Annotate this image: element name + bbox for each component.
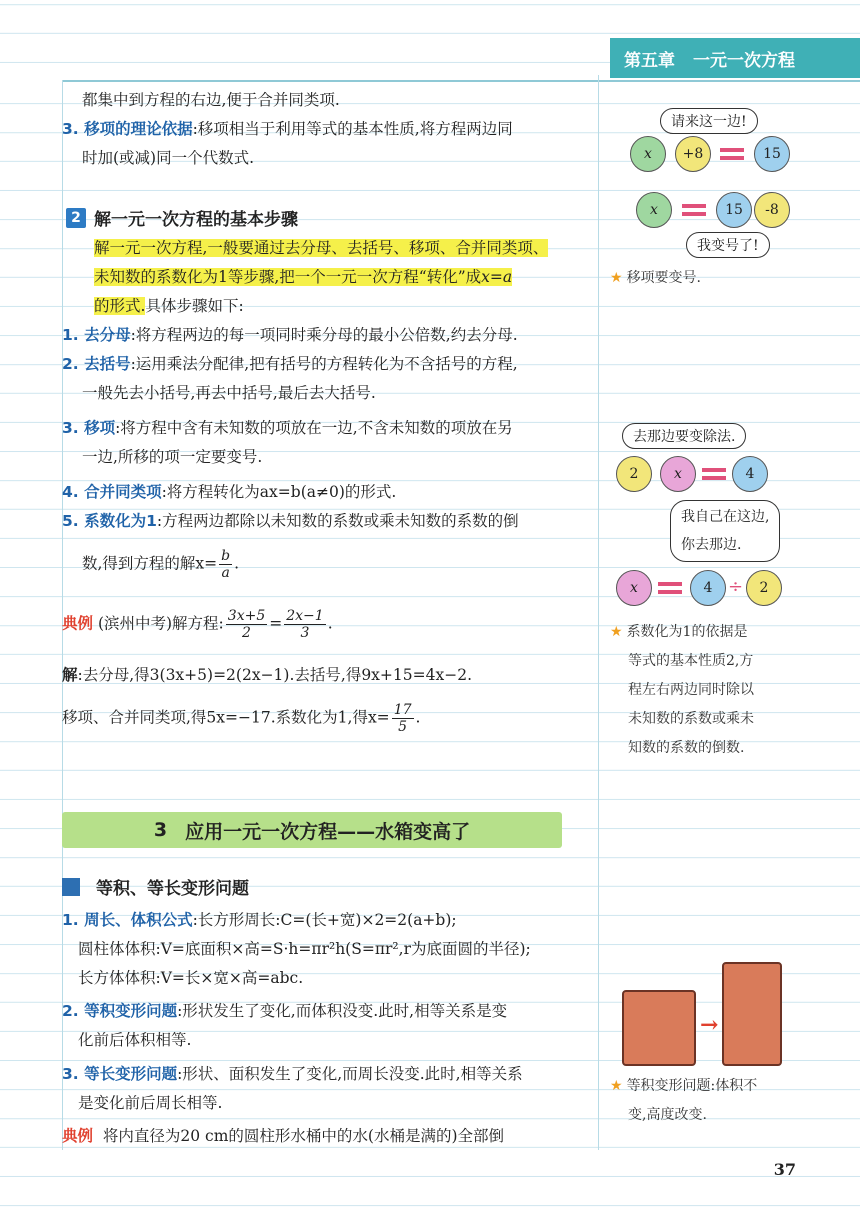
ball-4: 4 (732, 456, 768, 492)
note-3: ★ 等积变形问题:体积不 变,高度改变. (610, 1078, 758, 1123)
ball-x-3: x (660, 456, 696, 492)
highlight-line-2: 未知数的系数化为1等步骤,把一个一元一次方程“转化”成x=a (94, 268, 513, 286)
step-2-cont: 一般先去小括号,再去中括号,最后去大括号. (82, 384, 376, 402)
ball-x-2: x (636, 192, 672, 228)
subsection-item-1c: 长方体体积:V=长×宽×高=abc. (78, 969, 304, 987)
tall-bucket-image (722, 962, 782, 1066)
short-bucket-image (622, 990, 696, 1066)
section-2-heading (66, 205, 298, 230)
arrow-right-icon: → (700, 1012, 719, 1038)
solution-line-2: 移项、合并同类项,得5x=−17.系数化为1,得x= $\frac{17}{5}$ . (62, 702, 421, 735)
subsection-heading: 等积、等长变形问题 (62, 874, 249, 899)
chapter-number: 第五章 (624, 50, 675, 71)
example-1: 典例 (滨州中考)解方程: $\frac{3x+5}{2}$ = $\frac{2x-1}{3}$ . (62, 608, 333, 641)
square-icon (62, 878, 80, 896)
chapter-title: 一元一次方程 (693, 50, 795, 71)
step-4: 4. 合并同类项:将方程转化为ax=b(a≠0)的形式. (62, 483, 397, 501)
step-2: 2. 去括号:运用乘法分配律,把有括号的方程转化为不含括号的方程, (62, 355, 518, 373)
intro-line: 都集中到方程的右边,便于合并同类项. (82, 91, 340, 109)
section-title: 解一元一次方程的基本步骤 (94, 210, 298, 230)
speech-bubble-4: 我自己在这边, 你去那边. (670, 500, 780, 562)
section-badge: 2 (66, 208, 86, 228)
item-text: :移项相当于利用等式的基本性质,将方程两边同 (192, 120, 513, 138)
ball-15: 15 (754, 136, 790, 172)
note-1: ★ 移项要变号. (610, 270, 702, 286)
item-key: 3. 移项的理论依据 (62, 120, 193, 138)
highlight-line-1: 解一元一次方程,一般要通过去分母、去括号、移项、合并同类项、 (94, 239, 549, 257)
ball-minus8: -8 (754, 192, 790, 228)
subsection-item-2b: 化前后体积相等. (78, 1031, 192, 1049)
highlight-line-3: 的形式.具体步骤如下: (94, 297, 244, 315)
ball-15-2: 15 (716, 192, 752, 228)
step-5-cont: 数,得到方程的解x= $\frac{b}{a}$ . (82, 548, 240, 581)
section-3-banner: 3 应用一元一次方程—— 水箱变高了 (62, 812, 562, 848)
speech-bubble-1: 请来这一边! (660, 108, 758, 134)
speech-bubble-3: 去那边要变除法. (622, 423, 746, 449)
equals-sign-3 (702, 468, 726, 480)
solution-line-1: 解:去分母,得3(3x+5)=2(2x−1).去括号,得9x+15=4x−2. (62, 665, 473, 684)
top-rule (62, 80, 860, 82)
ball-2-2: 2 (746, 570, 782, 606)
star-icon: ★ (610, 624, 623, 640)
speech-bubble-2: 我变号了! (686, 232, 770, 258)
chapter-header (610, 38, 860, 78)
intro-item-3-cont: 时加(或减)同一个代数式. (82, 149, 255, 167)
subsection-item-3: 3. 等长变形问题:形状、面积发生了变化,而周长没变.此时,相等关系 (62, 1065, 523, 1083)
subsection-item-1b: 圆柱体体积:V=底面积×高=S·h=πr²h(S=πr²,r为底面圆的半径); (78, 940, 531, 958)
ball-x: x (630, 136, 666, 172)
example-2: 典例 将内直径为20 cm的圆柱形水桶中的水(水桶是满的)全部倒 (62, 1127, 504, 1145)
star-icon: ★ (610, 270, 623, 286)
sidebar-divider (598, 75, 599, 1150)
equals-sign-2 (682, 204, 706, 216)
note-2: ★ 系数化为1的依据是 等式的基本性质2,方 程左右两边同时除以 未知数的系数或乘未 知数的系数的倒数. (610, 624, 754, 756)
page-number: 37 (773, 1160, 796, 1179)
step-3-cont: 一边,所移的项一定要变号. (82, 448, 263, 466)
subsection-item-2: 2. 等积变形问题:形状发生了变化,而体积没变.此时,相等关系是变 (62, 1002, 508, 1020)
equals-sign (720, 148, 744, 160)
subsection-item-1: 1. 周长、体积公式:长方形周长:C=(长+宽)×2=2(a+b); (62, 911, 457, 929)
step-3: 3. 移项:将方程中含有未知数的项放在一边,不含未知数的项放在另 (62, 419, 513, 437)
equals-sign-4 (658, 582, 682, 594)
step-5: 5. 系数化为1:方程两边都除以未知数的系数或乘未知数的系数的倒 (62, 512, 519, 530)
intro-item-3 (62, 115, 513, 144)
example-label: 典例 (62, 614, 94, 633)
ball-x-4: x (616, 570, 652, 606)
step-1: 1. 去分母:将方程两边的每一项同时乘分母的最小公倍数,约去分母. (62, 326, 518, 344)
fraction-b-over-a: $\frac{b}{a}$ (221, 548, 231, 581)
ball-plus8: +8 (675, 136, 711, 172)
star-icon: ★ (610, 1078, 623, 1094)
ball-4-2: 4 (690, 570, 726, 606)
ball-2: 2 (616, 456, 652, 492)
divide-sign: ÷ (728, 576, 744, 597)
subsection-item-3b: 是变化前后周长相等. (78, 1094, 223, 1112)
